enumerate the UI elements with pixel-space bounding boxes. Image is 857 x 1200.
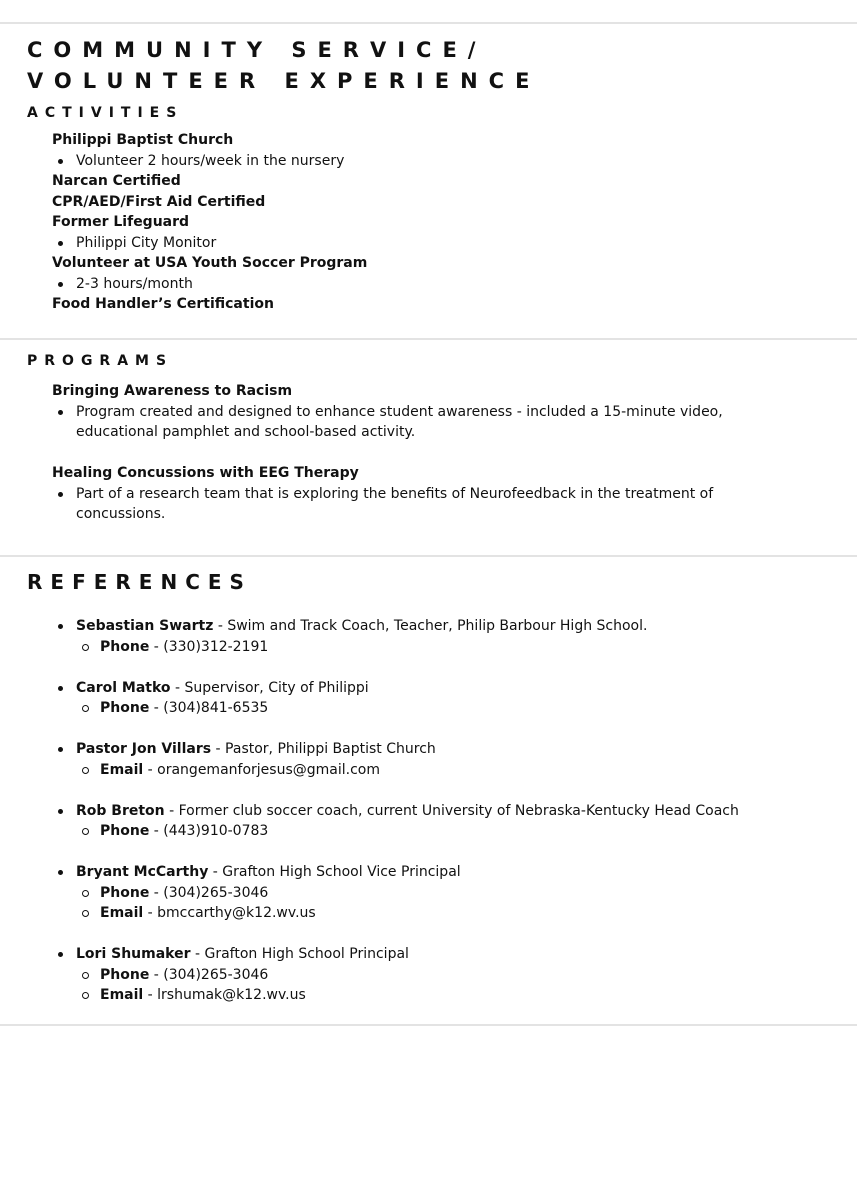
activity-name: Volunteer at USA Youth Soccer Program <box>52 255 368 271</box>
contact-label: Email <box>100 987 144 1003</box>
reference-line <box>52 678 797 699</box>
contact-value: - (443)910-0783 <box>149 823 269 839</box>
reference-contact <box>52 821 797 842</box>
reference-name: Pastor Jon Villars <box>76 741 212 757</box>
program-bullet-line1: Program created and designed to enhance student awareness - included a 15-minute video, <box>76 403 723 420</box>
contact-value: - bmccarthy@k12.wv.us <box>143 905 316 921</box>
reference-contact <box>52 883 797 904</box>
community-title-line1: COMMUNITY SERVICE/ <box>27 38 487 62</box>
program-bullet-line2: concussions. <box>76 506 166 522</box>
reference-contact <box>52 760 797 781</box>
activity-name: Narcan Certified <box>52 173 181 189</box>
top-divider <box>0 22 857 24</box>
program-bullet-line2: educational pamphlet and school-based activity. <box>76 424 416 440</box>
activity-name: CPR/AED/First Aid Certified <box>52 193 266 210</box>
contact-value: - orangemanforjesus@gmail.com <box>143 761 380 778</box>
contact-label: Phone <box>100 966 150 983</box>
program-bullet <box>52 402 797 443</box>
reference-desc: - Former club soccer coach, current University of Nebraska-Kentucky Head Coach <box>164 802 739 819</box>
reference-desc: - Grafton High School Vice Principal <box>208 864 461 880</box>
section-divider <box>0 555 857 557</box>
contact-label: Phone <box>100 884 150 901</box>
activities-list <box>52 130 797 315</box>
activities-title: ACTIVITIES <box>27 105 184 121</box>
reference-contact <box>52 903 797 924</box>
reference-name: Rob Breton <box>76 802 165 819</box>
activity-bullet: 2-3 hours/month <box>52 274 797 295</box>
reference-desc: - Grafton High School Principal <box>190 946 409 962</box>
activity-name: Philippi Baptist Church <box>52 132 234 148</box>
reference-entry <box>52 678 797 719</box>
reference-entry <box>52 944 797 1006</box>
program-name: Healing Concussions with EEG Therapy <box>52 465 359 481</box>
activity-bullet: Volunteer 2 hours/week in the nursery <box>52 151 797 172</box>
reference-name: Carol Matko <box>76 679 171 696</box>
contact-value: - (330)312-2191 <box>149 638 269 655</box>
reference-line <box>52 616 797 637</box>
contact-label: Email <box>100 905 144 921</box>
programs-title: PROGRAMS <box>27 353 174 369</box>
reference-line <box>52 739 797 760</box>
reference-entry <box>52 862 797 924</box>
contact-value: - (304)265-3046 <box>149 966 269 983</box>
reference-desc: - Supervisor, City of Philippi <box>170 679 369 696</box>
program-name: Bringing Awareness to Racism <box>52 383 293 399</box>
bottom-divider <box>0 1024 857 1026</box>
references-title: REFERENCES <box>27 570 252 594</box>
contact-value: - (304)841-6535 <box>149 700 269 716</box>
reference-desc: - Swim and Track Coach, Teacher, Philip Barbour High School. <box>213 618 648 634</box>
contact-label: Phone <box>100 823 150 839</box>
reference-name: Lori Shumaker <box>76 946 191 962</box>
reference-entry <box>52 616 797 657</box>
community-service-title <box>27 35 540 97</box>
community-title-line2: VOLUNTEER EXPERIENCE <box>27 69 541 93</box>
reference-contact <box>52 698 797 719</box>
section-divider <box>0 338 857 340</box>
reference-contact <box>52 637 797 658</box>
contact-value: - lrshumak@k12.wv.us <box>143 987 306 1003</box>
reference-entry <box>52 739 797 780</box>
reference-line <box>52 944 797 965</box>
reference-name: Bryant McCarthy <box>76 864 209 880</box>
programs-list <box>52 381 797 525</box>
contact-value: - (304)265-3046 <box>149 884 269 901</box>
references-list <box>52 616 797 1006</box>
activity-name: Former Lifeguard <box>52 214 190 230</box>
reference-name: Sebastian Swartz <box>76 618 214 634</box>
program-bullet-line1: Part of a research team that is exploring the benefits of Neurofeedback in the treatment of <box>76 485 714 502</box>
reference-contact <box>52 985 797 1006</box>
reference-line <box>52 801 797 822</box>
reference-line <box>52 862 797 883</box>
contact-label: Email <box>100 761 144 778</box>
program-bullet <box>52 484 797 525</box>
reference-contact <box>52 965 797 986</box>
contact-label: Phone <box>100 700 150 716</box>
contact-label: Phone <box>100 638 150 655</box>
activity-name: Food Handler’s Certification <box>52 296 274 312</box>
reference-entry <box>52 801 797 842</box>
activity-bullet: Philippi City Monitor <box>52 233 797 254</box>
reference-desc: - Pastor, Philippi Baptist Church <box>211 741 436 757</box>
